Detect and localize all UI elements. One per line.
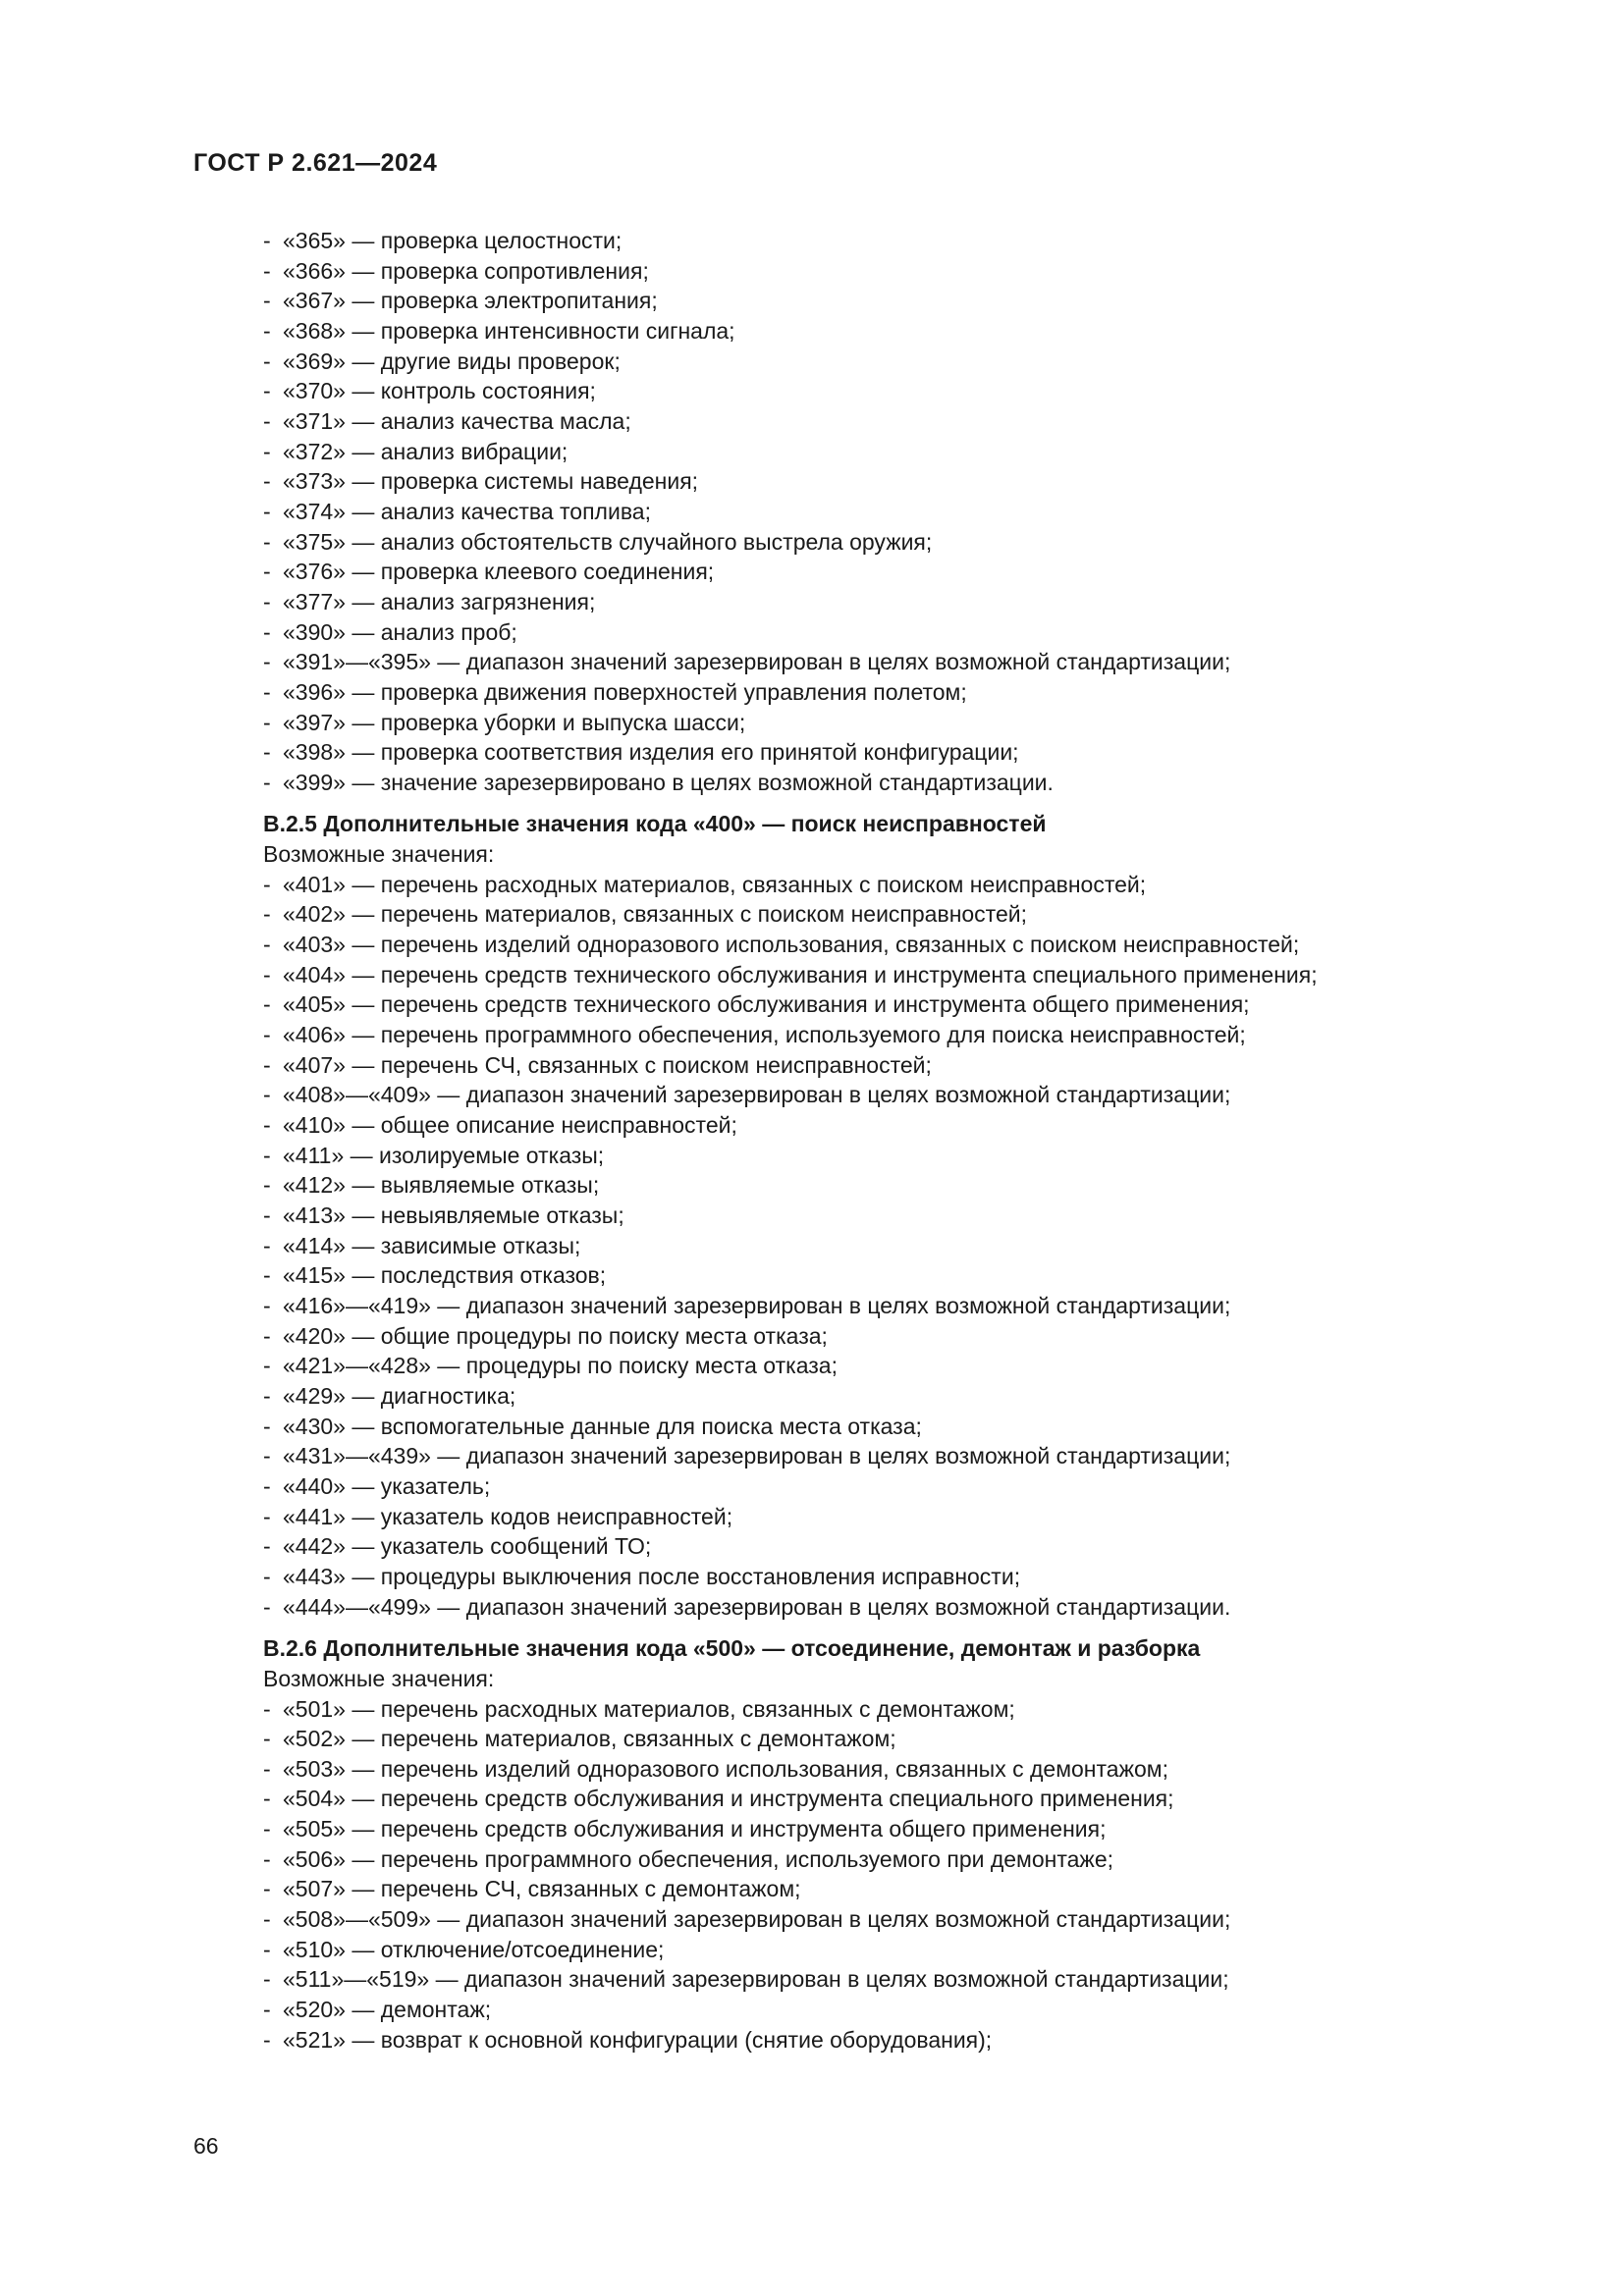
list-item: - «510» — отключение/отсоединение; [263, 1935, 1530, 1965]
list-item: - «511»—«519» — диапазон значений зарезервирован в целях возможной стандартизации; [263, 1964, 1530, 1995]
list-item: - «505» — перечень средств обслуживания и инструмента общего применения; [263, 1814, 1530, 1844]
section-title-b26: В.2.6 Дополнительные значения кода «500» — отсоединение, демонтаж и разборка [263, 1635, 1201, 1662]
list-item: - «375» — анализ обстоятельств случайного выстрела оружия; [263, 527, 1530, 558]
list-item: - «413» — невыявляемые отказы; [263, 1201, 1530, 1231]
list-item: - «502» — перечень материалов, связанных с демонтажом; [263, 1724, 1530, 1754]
list-item: - «508»—«509» — диапазон значений зарезервирован в целях возможной стандартизации; [263, 1904, 1530, 1935]
list-item: - «443» — процедуры выключения после восстановления исправности; [263, 1562, 1530, 1592]
list-item: - «407» — перечень СЧ, связанных с поиском неисправностей; [263, 1050, 1530, 1081]
list-item: - «376» — проверка клеевого соединения; [263, 557, 1530, 587]
list-item: - «416»—«419» — диапазон значений зарезервирован в целях возможной стандартизации; [263, 1291, 1530, 1321]
list-item: - «412» — выявляемые отказы; [263, 1170, 1530, 1201]
list-item: - «444»—«499» — диапазон значений зарезервирован в целях возможной стандартизации. [263, 1592, 1530, 1623]
list-item: - «408»—«409» — диапазон значений зарезервирован в целях возможной стандартизации; [263, 1080, 1530, 1110]
list-item: - «374» — анализ качества топлива; [263, 497, 1530, 527]
list-item: - «507» — перечень СЧ, связанных с демонтажом; [263, 1874, 1530, 1904]
page-number: 66 [193, 2133, 219, 2159]
list-item: - «442» — указатель сообщений ТО; [263, 1531, 1530, 1562]
code-list-top [263, 226, 1530, 797]
list-item: - «506» — перечень программного обеспечения, используемого при демонтаже; [263, 1844, 1530, 1875]
list-item: - «367» — проверка электропитания; [263, 286, 1530, 316]
code-list-b25 [263, 870, 1530, 1622]
list-item: - «441» — указатель кодов неисправностей; [263, 1502, 1530, 1532]
list-item: - «371» — анализ качества масла; [263, 406, 1530, 437]
list-item: - «377» — анализ загрязнения; [263, 587, 1530, 617]
list-item: - «501» — перечень расходных материалов, связанных с демонтажом; [263, 1694, 1530, 1725]
section-intro-b25: Возможные значения: [263, 841, 495, 868]
list-item: - «504» — перечень средств обслуживания и инструмента специального применения; [263, 1784, 1530, 1814]
list-item: - «415» — последствия отказов; [263, 1260, 1530, 1291]
list-item: - «402» — перечень материалов, связанных с поиском неисправностей; [263, 899, 1530, 930]
list-item: - «430» — вспомогательные данные для поиска места отказа; [263, 1412, 1530, 1442]
list-item: - «405» — перечень средств технического обслуживания и инструмента общего применения; [263, 989, 1530, 1020]
list-item: - «411» — изолируемые отказы; [263, 1141, 1530, 1171]
list-item: - «429» — диагностика; [263, 1381, 1530, 1412]
list-item: - «366» — проверка сопротивления; [263, 256, 1530, 287]
code-list-b26 [263, 1694, 1530, 2056]
page-content [263, 226, 1530, 2055]
list-item: - «520» — демонтаж; [263, 1995, 1530, 2025]
list-item: - «410» — общее описание неисправностей; [263, 1110, 1530, 1141]
list-item: - «414» — зависимые отказы; [263, 1231, 1530, 1261]
list-item: - «390» — анализ проб; [263, 617, 1530, 648]
list-item: - «503» — перечень изделий одноразового использования, связанных с демонтажом; [263, 1754, 1530, 1785]
list-item: - «396» — проверка движения поверхностей управления полетом; [263, 677, 1530, 708]
list-item: - «421»—«428» — процедуры по поиску места отказа; [263, 1351, 1530, 1381]
list-item: - «399» — значение зарезервировано в целях возможной стандартизации. [263, 768, 1530, 798]
list-item: - «368» — проверка интенсивности сигнала; [263, 316, 1530, 347]
section-title-b25: В.2.5 Дополнительные значения кода «400» — поиск неисправностей [263, 811, 1047, 837]
list-item: - «372» — анализ вибрации; [263, 437, 1530, 467]
list-item: - «521» — возврат к основной конфигурации (снятие оборудования); [263, 2025, 1530, 2056]
list-item: - «391»—«395» — диапазон значений зарезервирован в целях возможной стандартизации; [263, 647, 1530, 677]
list-item: - «401» — перечень расходных материалов, связанных с поиском неисправностей; [263, 870, 1530, 900]
list-item: - «365» — проверка целостности; [263, 226, 1530, 256]
list-item: - «373» — проверка системы наведения; [263, 466, 1530, 497]
document-header: ГОСТ Р 2.621—2024 [193, 149, 438, 177]
list-item: - «406» — перечень программного обеспечения, используемого для поиска неисправностей; [263, 1020, 1530, 1050]
list-item: - «403» — перечень изделий одноразового использования, связанных с поиском неисправностей; [263, 930, 1530, 960]
list-item: - «369» — другие виды проверок; [263, 347, 1530, 377]
list-item: - «440» — указатель; [263, 1471, 1530, 1502]
list-item: - «398» — проверка соответствия изделия его принятой конфигурации; [263, 737, 1530, 768]
list-item: - «397» — проверка уборки и выпуска шасси; [263, 708, 1530, 738]
list-item: - «404» — перечень средств технического обслуживания и инструмента специального применения; [263, 960, 1530, 990]
list-item: - «370» — контроль состояния; [263, 376, 1530, 406]
list-item: - «431»—«439» — диапазон значений зарезервирован в целях возможной стандартизации; [263, 1441, 1530, 1471]
list-item: - «420» — общие процедуры по поиску места отказа; [263, 1321, 1530, 1352]
section-intro-b26: Возможные значения: [263, 1665, 495, 1691]
